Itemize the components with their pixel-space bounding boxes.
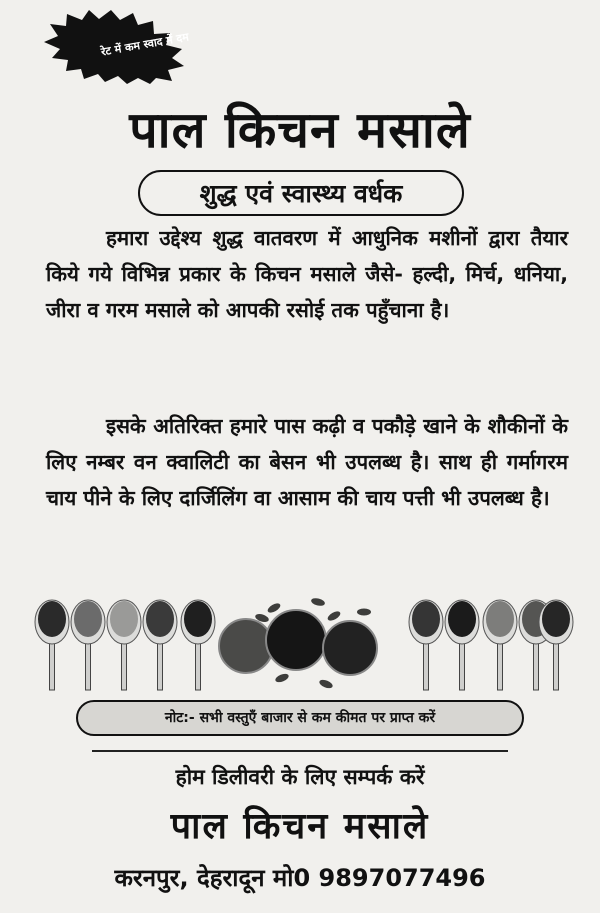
spice-spoon-icon [71, 600, 105, 690]
leaf-icon [326, 609, 342, 622]
spice-spoon-icon [35, 600, 69, 690]
spice-spoon-icon [107, 600, 141, 690]
leaf-icon [357, 609, 371, 616]
spice-bowl-icon [266, 610, 326, 670]
spice-spoon-icon [483, 600, 517, 690]
divider [92, 750, 508, 752]
spice-bowl-icon [323, 621, 377, 675]
paragraph-intro: हमारा उद्देश्य शुद्ध वातवरण में आधुनिक मशीनों द्वारा तैयार किये गये विभिन्न प्रकार के किचन मसाले जैसे- हल्दी, मिर्च, धनिया, जीरा व गरम मसाले को आपकी रसोई तक पहुँचाना है। [46, 226, 568, 322]
spice-bowl-icon [219, 619, 273, 673]
leaf-icon [310, 597, 325, 607]
page-title: पाल किचन मसाले [129, 101, 471, 159]
note-banner: नोट:- सभी वस्तुएँ बाजार से कम कीमत पर प्राप्त करें [76, 700, 524, 736]
brand-name: पाल किचन मसाले [170, 806, 430, 847]
leaf-icon [266, 601, 282, 614]
spice-spoons-illustration [34, 588, 574, 696]
address-phone: करनपुर, देहरादून मो0 9897077496 [114, 864, 486, 892]
tagline: शुद्ध एवं स्वास्थ्य वर्धक [138, 170, 464, 216]
contact-label: होम डिलीवरी के लिए सम्पर्क करें [175, 765, 425, 789]
spice-spoon-icon [539, 600, 573, 690]
spice-spoon-icon [409, 600, 443, 690]
badge-text: रेट में कम स्वाद में दम [100, 30, 190, 59]
leaf-icon [274, 672, 290, 684]
spice-spoon-icon [181, 600, 215, 690]
paragraph-extra: इसके अतिरिक्त हमारे पास कढ़ी व पकौड़े खाने के शौकीनों के लिए नम्बर वन क्वालिटी का बेसन भी उपलब्ध है। साथ ही गर्मागरम चाय पीने के लिए दार्जिलिंग वा आसाम की चाय पत्ती भी उपलब्ध है। [46, 414, 568, 510]
spice-spoon-icon [445, 600, 479, 690]
promo-badge [32, 8, 190, 84]
leaf-icon [318, 678, 334, 690]
spice-spoon-icon [143, 600, 177, 690]
